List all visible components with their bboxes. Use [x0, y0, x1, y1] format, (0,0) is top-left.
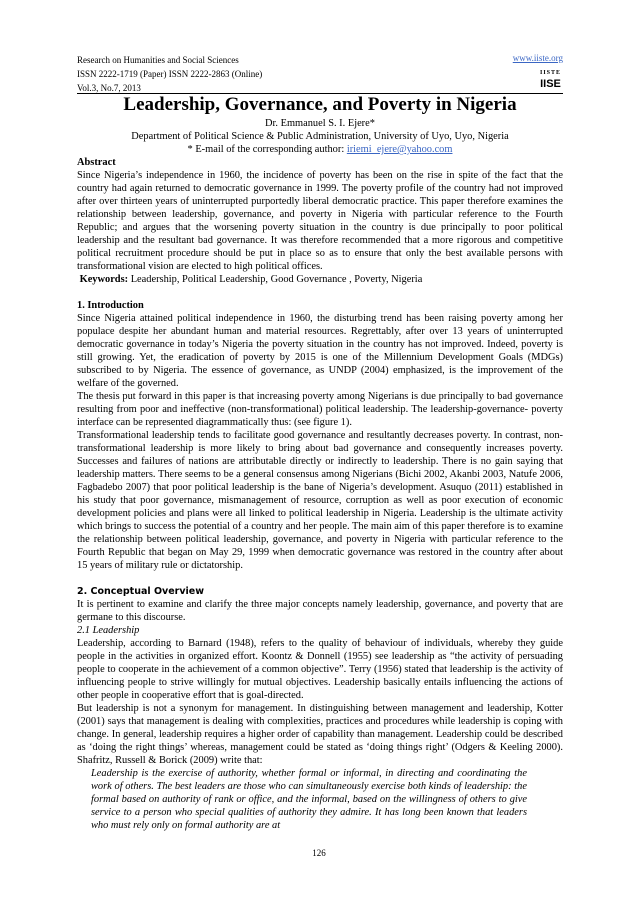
page-number: 126 — [312, 848, 326, 858]
iiste-logo-icon: IISTE IISE — [539, 70, 561, 90]
email-link[interactable]: iriemi_ejere@yahoo.com — [346, 144, 453, 155]
email-prefix: * E-mail of the corresponding author: — [187, 144, 347, 155]
journal-header — [77, 53, 563, 95]
keywords-list: Leadership, Political Leadership, Good Governance , Poverty, Nigeria — [128, 274, 423, 285]
abstract-heading: Abstract — [77, 157, 116, 168]
introduction-paragraph-2: The thesis put forward in this paper is that increasing poverty among Nigerians is due principally to bad governance resulting from poor and ineffective (non-transformational) political leadership. The leadership-governance- poverty interface can be represented diagrammatically thus: (see figure 1). — [77, 391, 563, 428]
keywords-label: Keywords: — [79, 274, 129, 285]
introduction-heading: 1. Introduction — [77, 300, 144, 311]
journal-website-link[interactable]: www.iiste.org — [512, 53, 563, 63]
article-affiliation: Department of Political Science & Public Administration, University of Uyo, Uyo, Nigeria — [131, 131, 509, 142]
introduction-paragraph-1: Since Nigeria attained political independence in 1960, the disturbing trend has been raising poverty among her populace despite her abundant human and material resources. Regrettably, after over 13 years of uninterrupted democratic governance in today’s Nigeria the poverty situation in the country has not improved. Indeed, poverty is still growing. Yet, the eradication of poverty by 2015 is one of the Millennium Development Goals (MDGs) subscribed to by Nigeria. The essence of governance, as UNDP (2004) emphasized, is the improvement of the welfare of the governed. — [77, 313, 563, 389]
block-quote: Leadership is the exercise of authority, whether formal or informal, in directing and coordinating the work of others. The best leaders are those who can simultaneously exercise both kinds of leadership: the formal based on authority of rank or office, and the informal, based on the willingness of others to give service to a person who special qualities of authority they admire. It has long been known that leaders who must rely only on formal authority are at — [91, 768, 527, 831]
article-body — [77, 93, 563, 832]
conceptual-paragraph-1: It is pertinent to examine and clarify the three major concepts namely leadership, governance, and poverty that are germane to this discourse. — [77, 599, 563, 623]
keywords — [77, 273, 563, 286]
introduction-paragraph-3: Transformational leadership tends to facilitate good governance and resultantly decreases poverty. In contrast, non-transformational leadership is more likely to bring about bad governance and consequently increases poverty. Successes and failures of nations are attributable directly or indirectly to leadership. There is no gain saying that leadership matters. There seems to be a general consensus among Nigerians (Bichi 2002, Akanbi 2003, Natufe 2006, Fagbadebo 2007) that poor political leadership is the bane of Nigeria’s development. Asuquo (2011) established in his study that poor governance, mismanagement of resource, corruption as well as poor execution of economic development policies and plans were all linked to political leadership in Nigeria. Leadership is the ultimate activity which brings to success the potential of a country and her people. The main aim of this paper therefore is to examine the relationship between political leadership, governance, and poverty in Nigeria with particular reference to the Fourth Republic that began on May 29, 1999 when democratic governance was restored in the country after about 15 years of military rule or dictatorship. — [77, 430, 563, 571]
article-title: Leadership, Governance, and Poverty in Nigeria — [123, 94, 517, 115]
journal-name: Research on Humanities and Social Sciences — [77, 55, 239, 65]
abstract-text: Since Nigeria’s independence in 1960, the incidence of poverty has been on the rise in spite of the fact that the country had again returned to democratic governance in 1999. The poverty profile of the country had not improved after over thirteen years of uninterrupted purportedly liberal democratic practice. This paper therefore examines the relationship between leadership, governance, and poverty in Nigeria with particular reference to the Fourth Republic; and argues that the worsening poverty situation in the country is due principally to poor political leadership and the resultant bad governance. It was therefore recommended that a more rigorous and competitive political recruitment procedure should be put in place so as to ensure that only the best available persons with transformational vision are elected to high political offices. — [77, 170, 563, 272]
conceptual-paragraph-3: But leadership is not a synonym for management. In distinguishing between management and leadership, Kotter (2001) says that management is dealing with complexities, practices and procedures while leadership is coping with change. In general, leadership requires a higher order of capability than management. Leadership could be described as ‘doing the right things’ whereas, management could be stated as ‘doing things right’ (Odgers & Keeling 2000). Shafritz, Russell & Borick (2009) write that: — [77, 703, 563, 766]
journal-volume: Vol.3, No.7, 2013 — [77, 83, 141, 93]
corresponding-email — [77, 143, 563, 156]
article-author: Dr. Emmanuel S. I. Ejere* — [265, 118, 375, 129]
conceptual-paragraph-2: Leadership, according to Barnard (1948), refers to the quality of behaviour of individuals, whereby they guide people in the activities in organized effort. Koontz & Donnell (1955) see leadership as “the activity of persuading people to cooperate in the achievement of a common objective”. Terry (1956) stated that leadership is the activity of influencing people to strive willingly for mutual objectives. Leadership basically entails influencing the actions of other people in cooperative effort that is goal-directed. — [77, 638, 563, 701]
conceptual-overview-heading: 2. Conceptual Overview — [77, 586, 205, 597]
journal-issn: ISSN 2222-1719 (Paper) ISSN 2222-2863 (Online) — [77, 69, 263, 79]
leadership-subheading: 2.1 Leadership — [77, 625, 140, 636]
